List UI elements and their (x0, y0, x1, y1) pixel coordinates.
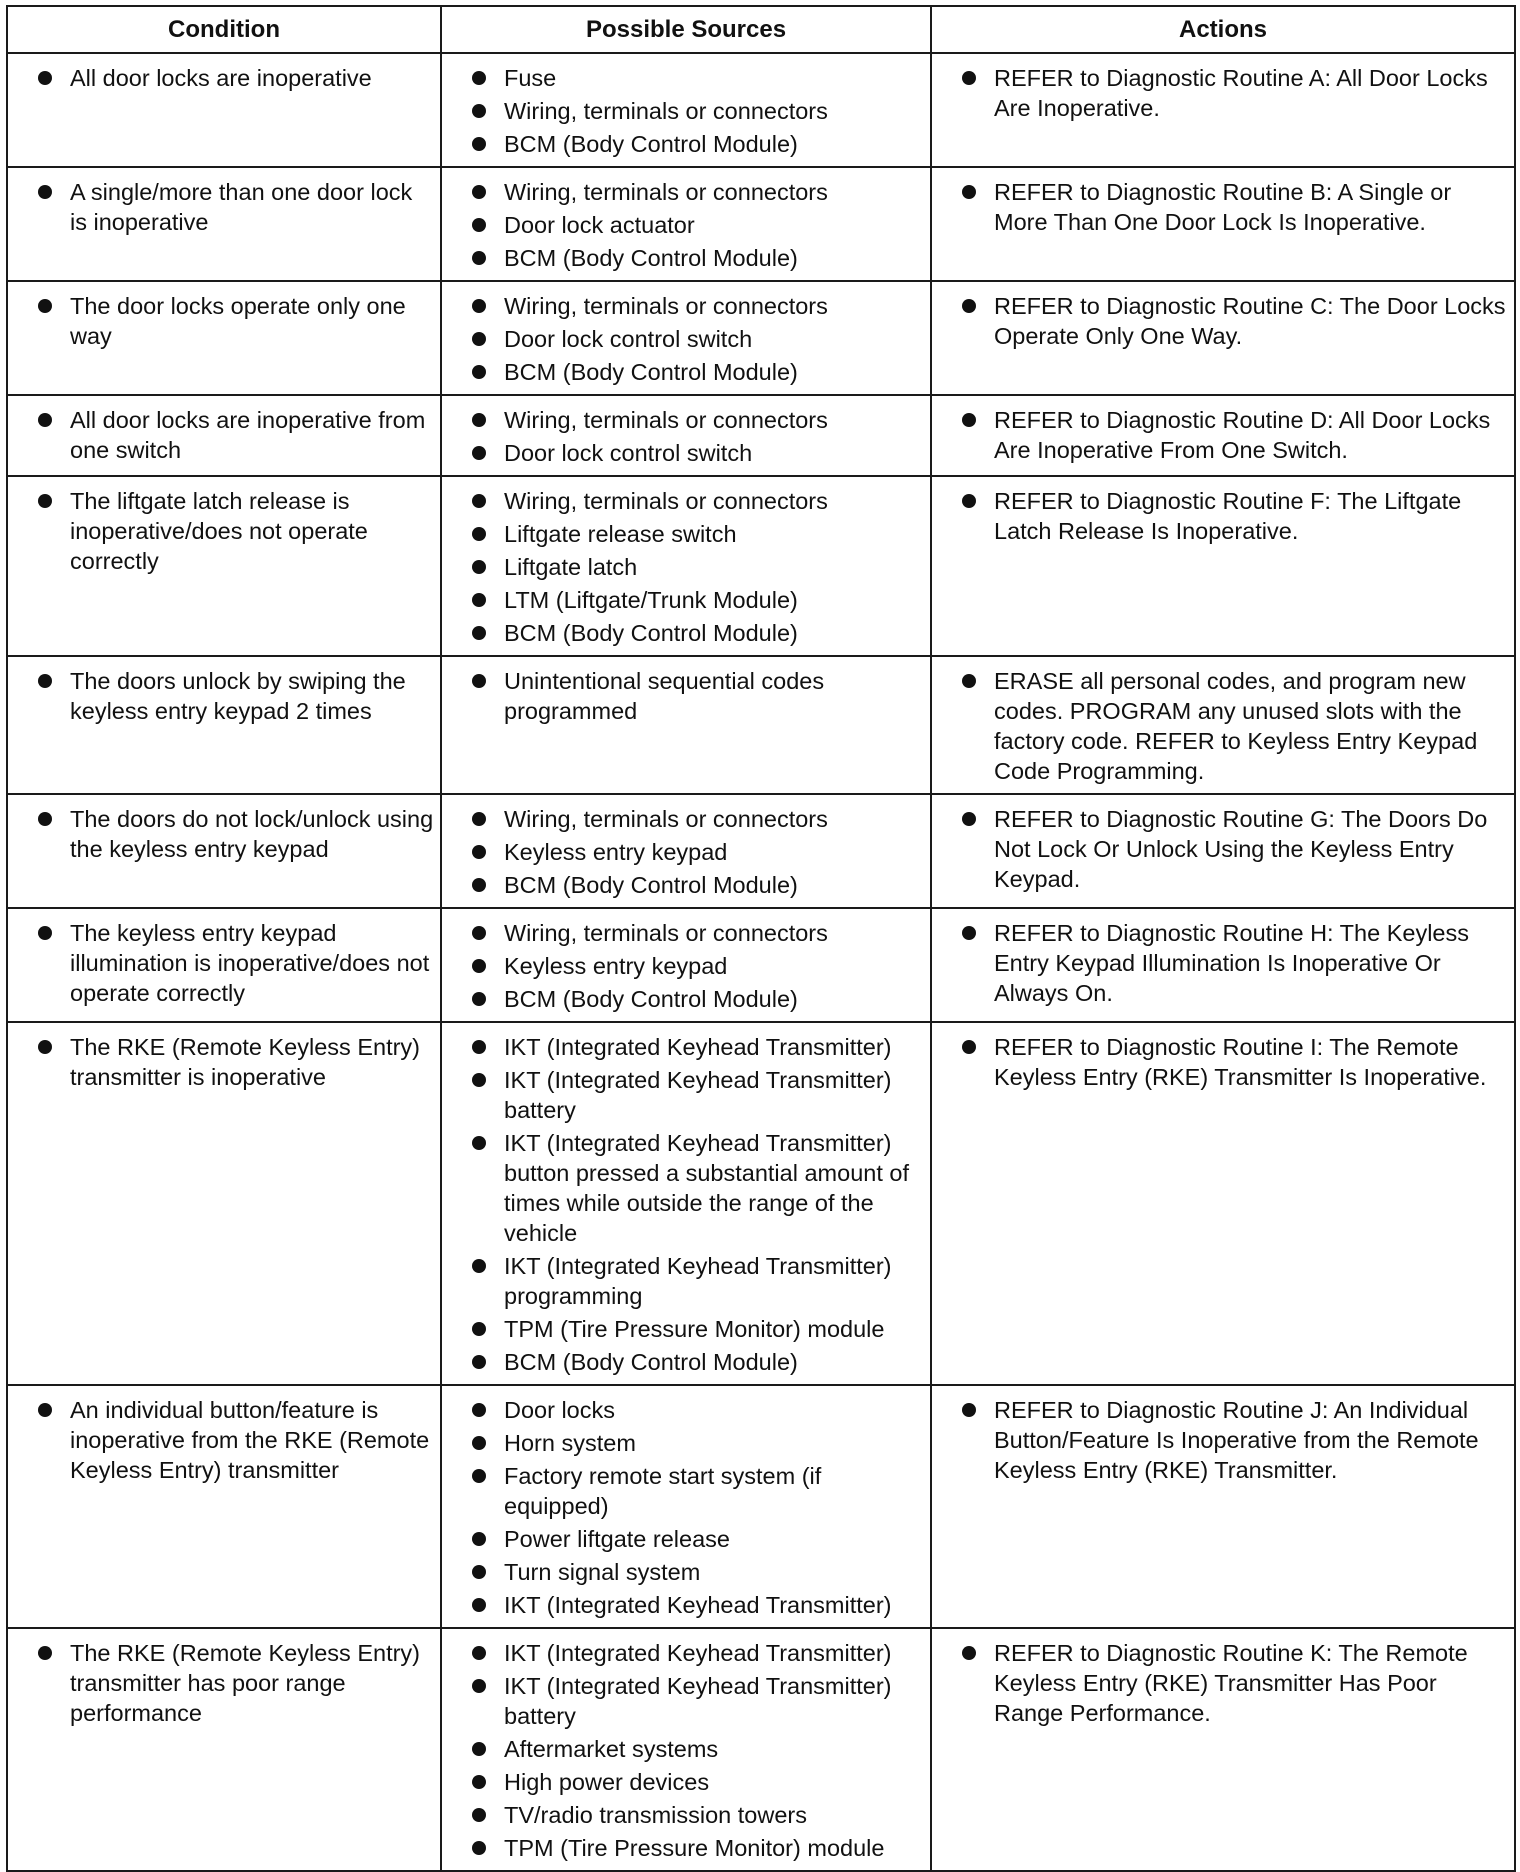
condition-cell (7, 53, 441, 167)
sources-list (470, 918, 924, 1014)
sources-list (470, 1032, 924, 1377)
condition-text: The door locks operate only one way (36, 291, 434, 351)
table-row (7, 908, 1515, 1022)
possible-sources-cell (441, 656, 931, 794)
source-item: Door lock control switch (470, 438, 924, 468)
actions-list (960, 918, 1508, 1008)
condition-cell (7, 395, 441, 476)
source-item: BCM (Body Control Module) (470, 984, 924, 1014)
source-item: Turn signal system (470, 1557, 924, 1587)
sources-list (470, 804, 924, 900)
table-row (7, 1628, 1515, 1871)
source-item: Power liftgate release (470, 1524, 924, 1554)
source-item: TPM (Tire Pressure Monitor) module (470, 1314, 924, 1344)
condition-list (36, 405, 434, 465)
source-item: IKT (Integrated Keyhead Transmitter) (470, 1590, 924, 1620)
table-row (7, 1022, 1515, 1385)
source-item: Unintentional sequential codes programmed (470, 666, 924, 726)
sources-list (470, 666, 924, 726)
possible-sources-cell (441, 794, 931, 908)
condition-list (36, 804, 434, 864)
source-item: Factory remote start system (if equipped) (470, 1461, 924, 1521)
source-item: Wiring, terminals or connectors (470, 804, 924, 834)
action-text: REFER to Diagnostic Routine J: An Individual Button/Feature Is Inoperative from the Remote Keyless Entry (RKE) Transmitter. (960, 1395, 1508, 1485)
table-row (7, 1385, 1515, 1628)
possible-sources-cell (441, 1385, 931, 1628)
action-text: REFER to Diagnostic Routine A: All Door Locks Are Inoperative. (960, 63, 1508, 123)
source-item: Fuse (470, 63, 924, 93)
source-item: Aftermarket systems (470, 1734, 924, 1764)
action-text: REFER to Diagnostic Routine F: The Liftgate Latch Release Is Inoperative. (960, 486, 1508, 546)
source-item: TV/radio transmission towers (470, 1800, 924, 1830)
actions-cell (931, 395, 1515, 476)
actions-list (960, 1032, 1508, 1092)
condition-cell (7, 908, 441, 1022)
source-item: LTM (Liftgate/Trunk Module) (470, 585, 924, 615)
condition-cell (7, 1022, 441, 1385)
actions-cell (931, 167, 1515, 281)
source-item: BCM (Body Control Module) (470, 1347, 924, 1377)
sources-list (470, 405, 924, 468)
source-item: Liftgate release switch (470, 519, 924, 549)
condition-text: The doors do not lock/unlock using the keyless entry keypad (36, 804, 434, 864)
source-item: Wiring, terminals or connectors (470, 96, 924, 126)
condition-list (36, 177, 434, 237)
actions-list (960, 1395, 1508, 1485)
action-text: ERASE all personal codes, and program new codes. PROGRAM any unused slots with the factory code. REFER to Keyless Entry Keypad Code Programming. (960, 666, 1508, 786)
actions-cell (931, 794, 1515, 908)
source-item: Keyless entry keypad (470, 951, 924, 981)
source-item: BCM (Body Control Module) (470, 870, 924, 900)
possible-sources-cell (441, 908, 931, 1022)
actions-cell (931, 476, 1515, 656)
table-row (7, 167, 1515, 281)
sources-list (470, 1638, 924, 1863)
source-item: Door locks (470, 1395, 924, 1425)
condition-text: The keyless entry keypad illumination is inoperative/does not operate correctly (36, 918, 434, 1008)
condition-list (36, 1395, 434, 1485)
actions-list (960, 177, 1508, 237)
source-item: IKT (Integrated Keyhead Transmitter) programming (470, 1251, 924, 1311)
source-item: IKT (Integrated Keyhead Transmitter) battery (470, 1065, 924, 1125)
sources-list (470, 291, 924, 387)
actions-list (960, 804, 1508, 894)
actions-cell (931, 1022, 1515, 1385)
table-row (7, 794, 1515, 908)
sources-list (470, 177, 924, 273)
action-text: REFER to Diagnostic Routine D: All Door Locks Are Inoperative From One Switch. (960, 405, 1508, 465)
condition-list (36, 666, 434, 726)
source-item: BCM (Body Control Module) (470, 357, 924, 387)
source-item: Wiring, terminals or connectors (470, 486, 924, 516)
actions-cell (931, 1385, 1515, 1628)
possible-sources-cell (441, 1022, 931, 1385)
symptom-chart-document (6, 5, 1514, 1872)
actions-cell (931, 281, 1515, 395)
condition-list (36, 291, 434, 351)
actions-list (960, 63, 1508, 123)
actions-cell (931, 656, 1515, 794)
source-item: Liftgate latch (470, 552, 924, 582)
source-item: Wiring, terminals or connectors (470, 291, 924, 321)
source-item: IKT (Integrated Keyhead Transmitter) (470, 1032, 924, 1062)
source-item: Door lock actuator (470, 210, 924, 240)
table-row (7, 53, 1515, 167)
condition-text: An individual button/feature is inoperative from the RKE (Remote Keyless Entry) transmitter (36, 1395, 434, 1485)
source-item: BCM (Body Control Module) (470, 129, 924, 159)
condition-cell (7, 1628, 441, 1871)
condition-cell (7, 167, 441, 281)
sources-list (470, 1395, 924, 1620)
condition-text: All door locks are inoperative (36, 63, 434, 93)
condition-list (36, 63, 434, 93)
condition-text: A single/more than one door lock is inoperative (36, 177, 434, 237)
condition-cell (7, 476, 441, 656)
table-row (7, 476, 1515, 656)
condition-text: All door locks are inoperative from one switch (36, 405, 434, 465)
possible-sources-cell (441, 53, 931, 167)
source-item: Horn system (470, 1428, 924, 1458)
symptom-rows (7, 53, 1515, 1871)
actions-cell (931, 53, 1515, 167)
source-item: BCM (Body Control Module) (470, 243, 924, 273)
source-item: TPM (Tire Pressure Monitor) module (470, 1833, 924, 1863)
possible-sources-cell (441, 167, 931, 281)
action-text: REFER to Diagnostic Routine B: A Single or More Than One Door Lock Is Inoperative. (960, 177, 1508, 237)
action-text: REFER to Diagnostic Routine H: The Keyless Entry Keypad Illumination Is Inoperative Or Always On. (960, 918, 1508, 1008)
possible-sources-header: Possible Sources (441, 6, 931, 53)
condition-text: The RKE (Remote Keyless Entry) transmitter has poor range performance (36, 1638, 434, 1728)
actions-list (960, 666, 1508, 786)
source-item: High power devices (470, 1767, 924, 1797)
possible-sources-cell (441, 281, 931, 395)
condition-list (36, 1638, 434, 1728)
actions-list (960, 1638, 1508, 1728)
possible-sources-cell (441, 476, 931, 656)
source-item: IKT (Integrated Keyhead Transmitter) battery (470, 1671, 924, 1731)
symptom-chart-table (6, 5, 1516, 1872)
condition-list (36, 918, 434, 1008)
condition-cell (7, 281, 441, 395)
source-item: Wiring, terminals or connectors (470, 405, 924, 435)
actions-header: Actions (931, 6, 1515, 53)
condition-cell (7, 1385, 441, 1628)
action-text: REFER to Diagnostic Routine G: The Doors Do Not Lock Or Unlock Using the Keyless Entry Keypad. (960, 804, 1508, 894)
condition-list (36, 1032, 434, 1092)
condition-cell (7, 656, 441, 794)
source-item: BCM (Body Control Module) (470, 618, 924, 648)
actions-cell (931, 1628, 1515, 1871)
condition-header: Condition (7, 6, 441, 53)
actions-cell (931, 908, 1515, 1022)
table-row (7, 281, 1515, 395)
action-text: REFER to Diagnostic Routine K: The Remote Keyless Entry (RKE) Transmitter Has Poor Range Performance. (960, 1638, 1508, 1728)
actions-list (960, 291, 1508, 351)
condition-text: The doors unlock by swiping the keyless entry keypad 2 times (36, 666, 434, 726)
source-item: Wiring, terminals or connectors (470, 177, 924, 207)
condition-text: The liftgate latch release is inoperative/does not operate correctly (36, 486, 434, 576)
source-item: Keyless entry keypad (470, 837, 924, 867)
action-text: REFER to Diagnostic Routine I: The Remote Keyless Entry (RKE) Transmitter Is Inoperative. (960, 1032, 1508, 1092)
source-item: Door lock control switch (470, 324, 924, 354)
possible-sources-cell (441, 395, 931, 476)
source-item: IKT (Integrated Keyhead Transmitter) (470, 1638, 924, 1668)
condition-list (36, 486, 434, 576)
source-item: Wiring, terminals or connectors (470, 918, 924, 948)
table-row (7, 656, 1515, 794)
action-text: REFER to Diagnostic Routine C: The Door Locks Operate Only One Way. (960, 291, 1508, 351)
actions-list (960, 405, 1508, 465)
possible-sources-cell (441, 1628, 931, 1871)
sources-list (470, 63, 924, 159)
actions-list (960, 486, 1508, 546)
sources-list (470, 486, 924, 648)
condition-cell (7, 794, 441, 908)
header-row (7, 6, 1515, 53)
condition-text: The RKE (Remote Keyless Entry) transmitter is inoperative (36, 1032, 434, 1092)
source-item: IKT (Integrated Keyhead Transmitter) button pressed a substantial amount of times while outside the range of the vehicle (470, 1128, 924, 1248)
table-row (7, 395, 1515, 476)
